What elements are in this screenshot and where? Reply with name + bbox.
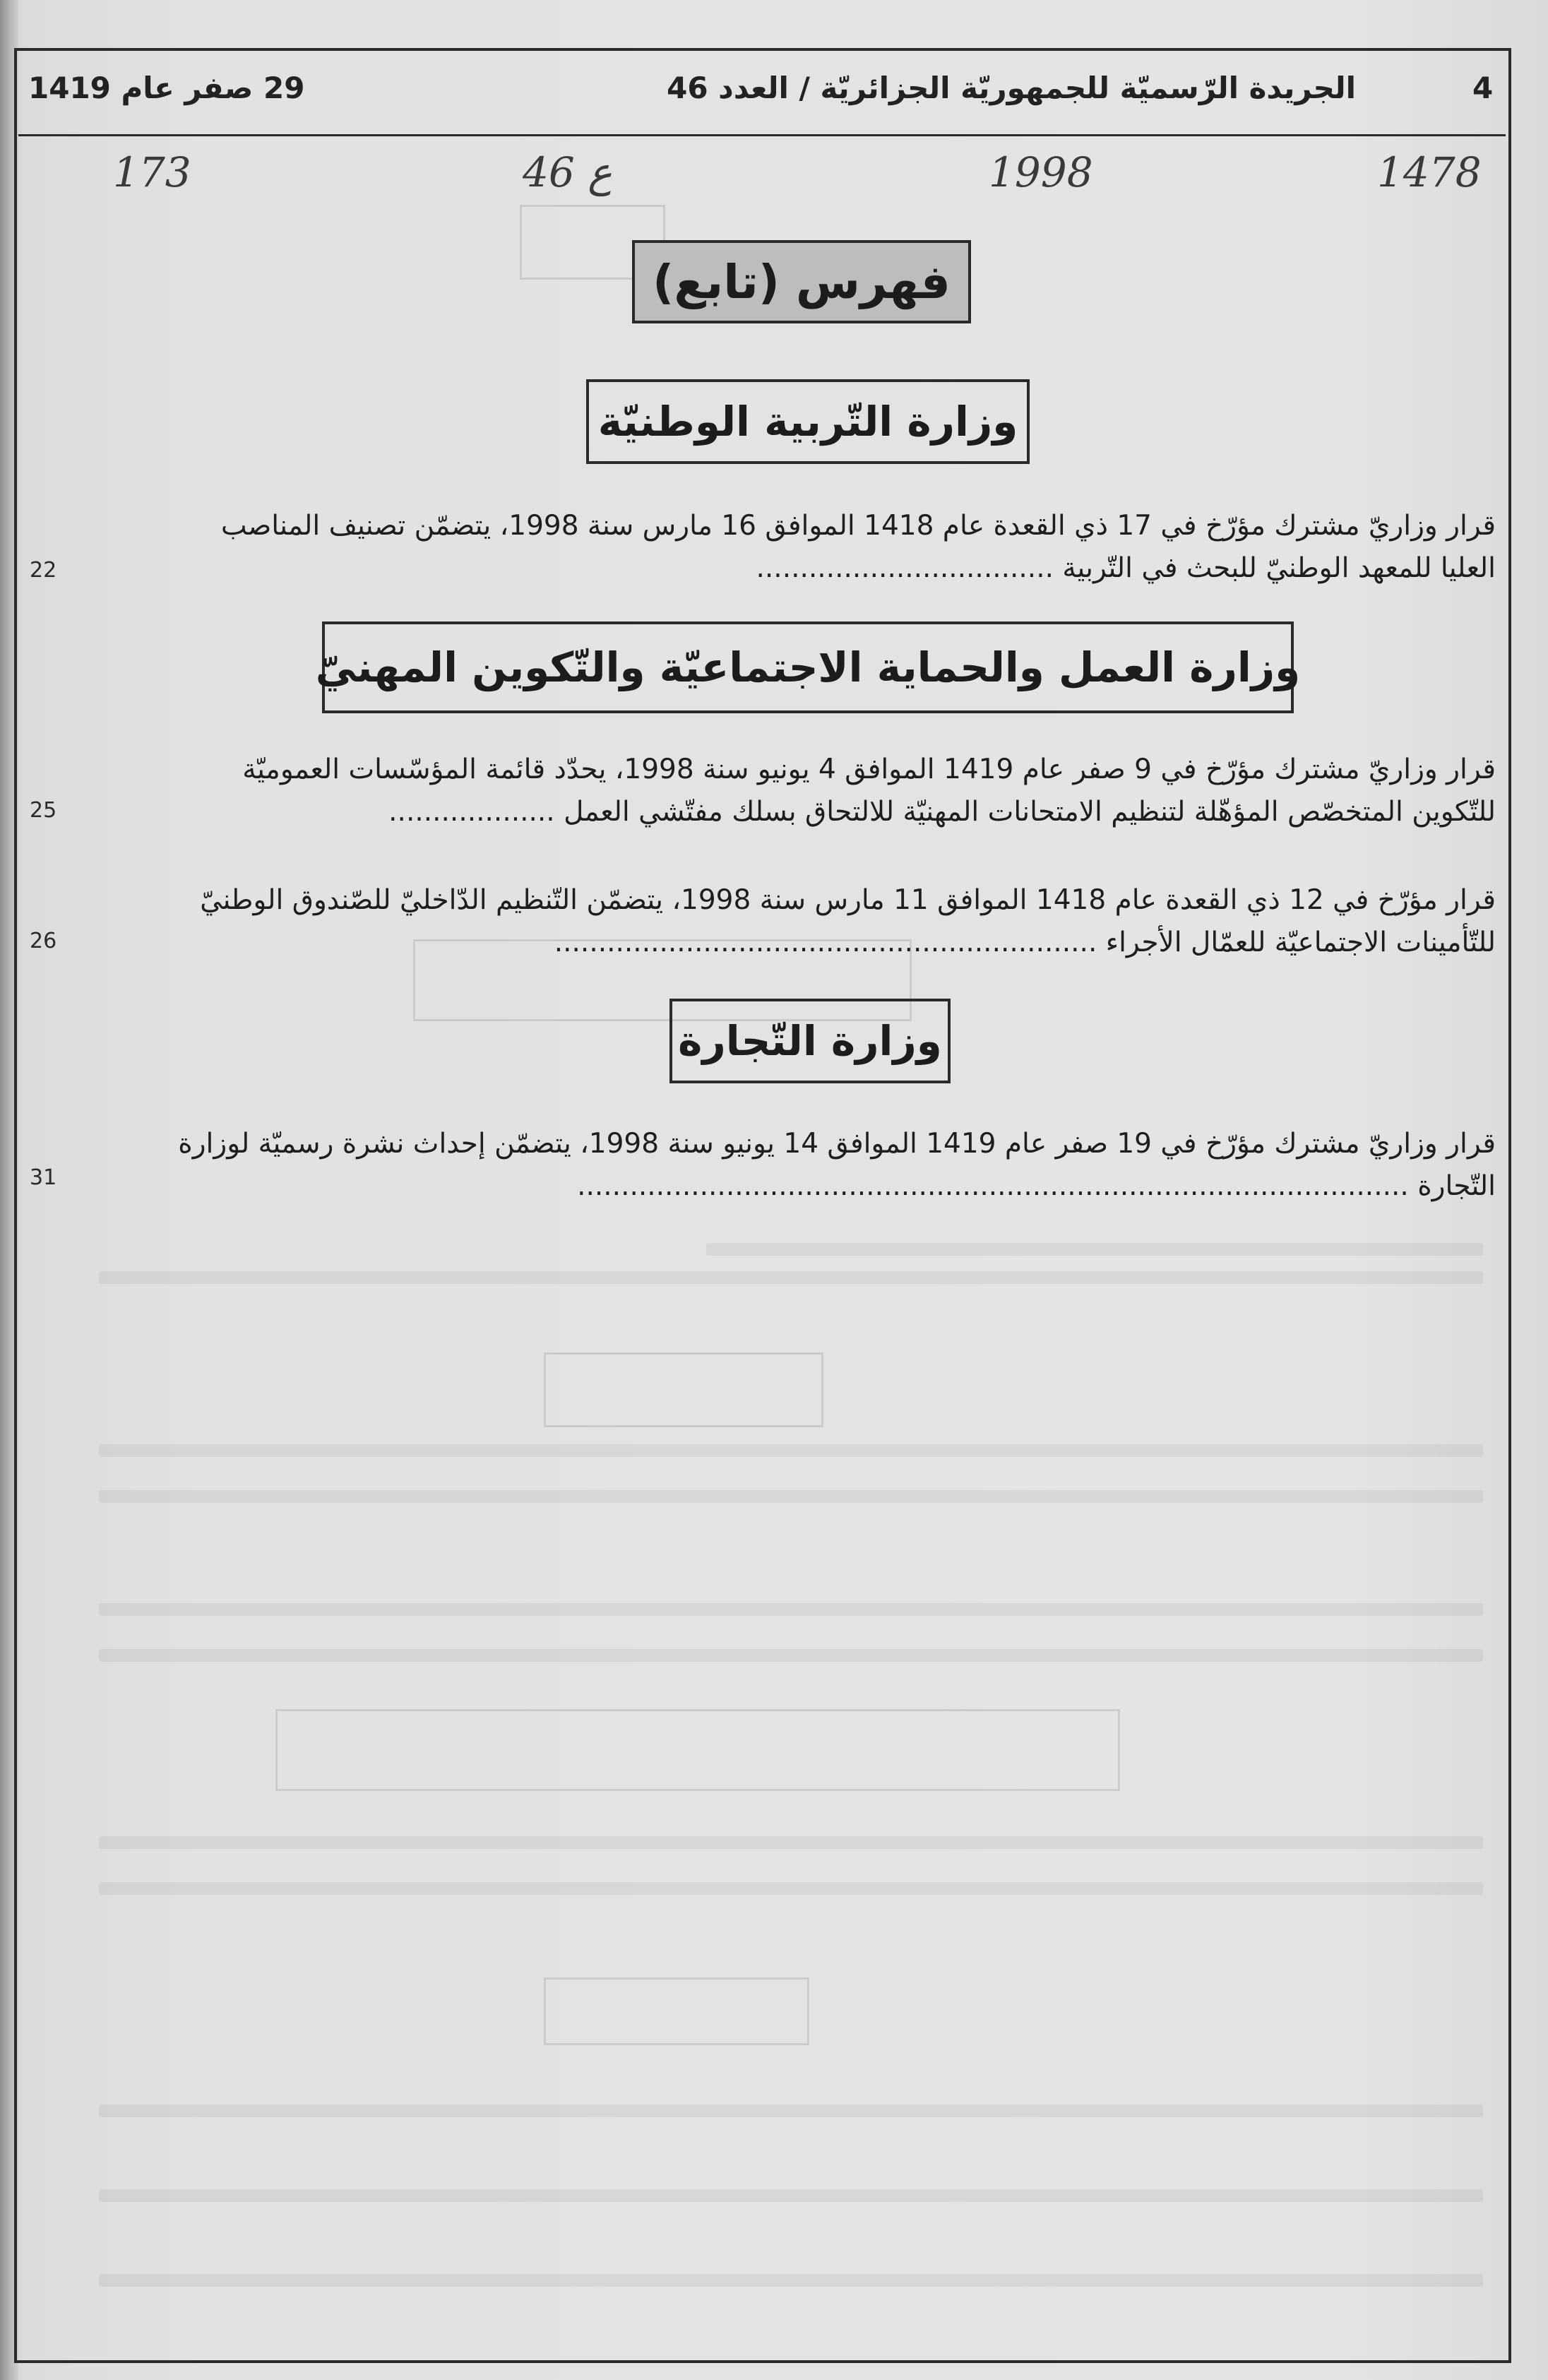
show-through-line xyxy=(99,1490,1483,1503)
handwritten-note: 1998 xyxy=(989,148,1093,196)
leader-dots: ............................................................................................... xyxy=(577,1170,1418,1202)
show-through-line xyxy=(99,1444,1483,1457)
handwritten-note: 1478 xyxy=(1377,148,1482,196)
section-title: وزارة التّربية الوطنيّة xyxy=(597,398,1018,446)
leader-dots: .............................................................. xyxy=(554,927,1106,958)
index-title: فهرس (تابع) xyxy=(653,254,951,309)
section-title: وزارة العمل والحماية الاجتماعيّة والتّكوين المهنيّ xyxy=(315,643,1301,691)
leader-dots: .................................. xyxy=(756,552,1063,584)
index-entry xyxy=(106,1123,1496,1208)
index-title-box xyxy=(632,240,971,323)
show-through-line xyxy=(99,1603,1483,1616)
entry-line: قرار وزاريّ مشترك مؤرّخ في 17 ذي القعدة عام 1418 الموافق 16 مارس سنة 1998، يتضمّن تصنيف المناصب xyxy=(220,510,1496,542)
handwritten-note: 46 ع xyxy=(523,148,612,196)
section-title-box xyxy=(586,379,1030,464)
entry-line: العليا للمعهد الوطنيّ للبحث في التّربية xyxy=(1062,552,1496,584)
show-through-box xyxy=(544,1352,823,1427)
show-through-line xyxy=(99,1271,1483,1284)
entry-line: قرار وزاريّ مشترك مؤرّخ في 9 صفر عام 1419 الموافق 4 يونيو سنة 1998، يحدّد قائمة المؤسّسات العموميّة xyxy=(242,754,1496,785)
entry-page-number: 25 xyxy=(30,798,57,823)
leader-dots: ................... xyxy=(388,796,564,828)
issue-date: 29 صفر عام 1419 xyxy=(28,71,305,105)
index-entry xyxy=(106,505,1496,590)
page-number: 4 xyxy=(1472,71,1494,105)
entry-line: التّجارة xyxy=(1417,1170,1496,1202)
handwritten-note: 173 xyxy=(113,148,191,196)
show-through-line xyxy=(99,2274,1483,2287)
section-title: وزارة التّجارة xyxy=(678,1017,942,1065)
entry-page-number: 22 xyxy=(30,558,57,583)
show-through-box xyxy=(275,1709,1120,1791)
index-entry xyxy=(106,879,1496,964)
show-through-line xyxy=(99,2105,1483,2117)
entry-page-number: 31 xyxy=(30,1165,57,1190)
show-through-line xyxy=(706,1243,1483,1256)
entry-line: قرار وزاريّ مشترك مؤرّخ في 19 صفر عام 1419 الموافق 14 يونيو سنة 1998، يتضمّن إحداث نشرة رسميّة لوزارة xyxy=(178,1128,1496,1160)
section-title-box xyxy=(669,999,951,1083)
show-through-box xyxy=(544,1977,809,2045)
show-through-line xyxy=(99,1649,1483,1662)
show-through-line xyxy=(99,1882,1483,1895)
section-title-box xyxy=(315,621,1301,713)
show-through-line xyxy=(99,2189,1483,2202)
index-entry xyxy=(106,749,1496,833)
entry-line: قرار مؤرّخ في 12 ذي القعدة عام 1418 الموافق 11 مارس سنة 1998، يتضمّن التّنظيم الدّاخليّ للصّندوق الوطنيّ xyxy=(200,884,1496,916)
entry-line: للتّكوين المتخصّص المؤهّلة لتنظيم الامتحانات المهنيّة للالتحاق بسلك مفتّشي العمل xyxy=(564,796,1496,828)
entry-page-number: 26 xyxy=(30,929,57,953)
gazette-title: الجريدة الرّسميّة للجمهوريّة الجزائريّة / العدد 46 xyxy=(667,71,1356,105)
entry-line: للتّأمينات الاجتماعيّة للعمّال الأجراء xyxy=(1105,927,1496,958)
show-through-line xyxy=(99,1836,1483,1849)
